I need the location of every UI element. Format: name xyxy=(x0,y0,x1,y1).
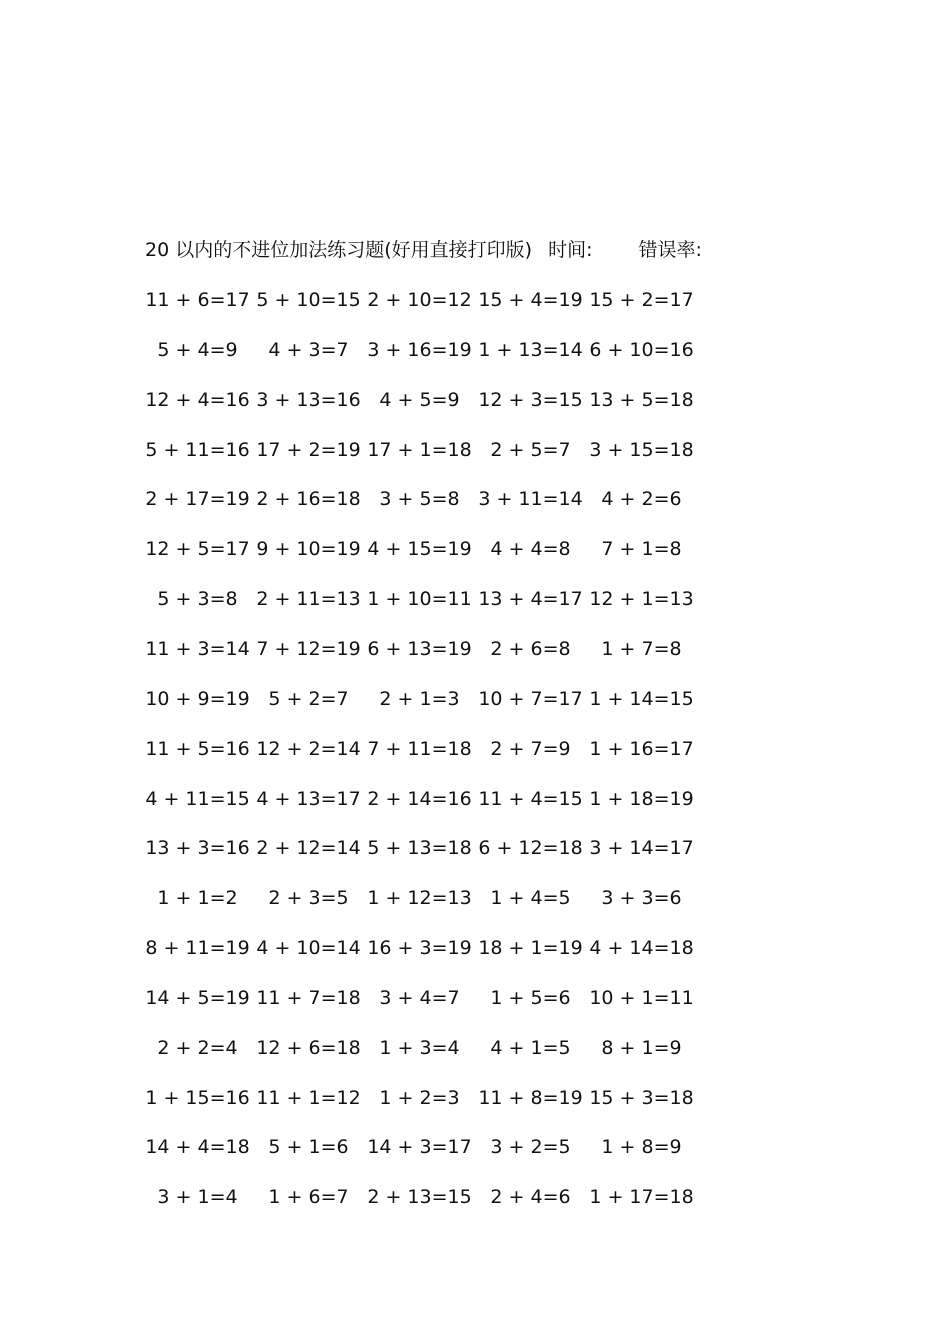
problem-item: 14 + 3=17 xyxy=(367,1136,472,1159)
problem-item: 12 + 3=15 xyxy=(478,388,583,411)
problem-item: 6 + 10=16 xyxy=(589,338,694,361)
problem-row xyxy=(145,485,710,525)
problem-item: 4 + 3=7 xyxy=(268,338,349,361)
problem-item: 4 + 15=19 xyxy=(367,538,472,561)
problem-item: 10 + 7=17 xyxy=(478,687,583,710)
header-row xyxy=(145,236,702,264)
problem-item: 1 + 17=18 xyxy=(589,1186,694,1209)
problem-item: 11 + 6=17 xyxy=(145,289,250,311)
problem-item: 1 + 14=15 xyxy=(589,687,694,710)
problem-item: 12 + 4=16 xyxy=(145,388,250,411)
problem-item: 15 + 2=17 xyxy=(589,289,694,311)
problem-item: 18 + 1=19 xyxy=(478,937,583,960)
problem-item: 12 + 2=14 xyxy=(256,737,361,760)
problem-item: 3 + 16=19 xyxy=(367,338,472,361)
problem-item: 4 + 11=15 xyxy=(145,787,250,810)
problem-item: 17 + 2=19 xyxy=(256,438,361,461)
problem-item: 2 + 12=14 xyxy=(256,837,361,860)
problem-row xyxy=(145,635,710,675)
problem-item: 4 + 1=5 xyxy=(490,1036,571,1059)
problem-item: 15 + 3=18 xyxy=(589,1086,694,1109)
problem-row xyxy=(150,1183,710,1223)
problem-item: 5 + 3=8 xyxy=(157,588,238,611)
problem-item: 3 + 1=4 xyxy=(157,1186,238,1209)
problem-row xyxy=(145,1084,710,1124)
problem-item: 11 + 4=15 xyxy=(478,787,583,810)
problem-item: 1 + 5=6 xyxy=(490,986,571,1009)
problem-row xyxy=(150,585,710,625)
problem-item: 5 + 2=7 xyxy=(268,687,349,710)
problem-item: 3 + 14=17 xyxy=(589,837,694,860)
problem-item: 1 + 3=4 xyxy=(379,1036,460,1059)
problem-item: 11 + 5=16 xyxy=(145,737,250,760)
problem-row xyxy=(145,735,710,775)
problem-item: 4 + 5=9 xyxy=(379,388,460,411)
problem-item: 16 + 3=19 xyxy=(367,937,472,960)
problem-item: 2 + 3=5 xyxy=(268,887,349,910)
problem-item: 3 + 15=18 xyxy=(589,438,694,461)
problem-item: 13 + 3=16 xyxy=(145,837,250,860)
problem-item: 2 + 6=8 xyxy=(490,637,571,660)
problem-item: 2 + 1=3 xyxy=(379,687,460,710)
problem-item: 5 + 13=18 xyxy=(367,837,472,860)
problem-item: 5 + 11=16 xyxy=(145,438,250,461)
problem-row xyxy=(145,785,710,825)
problem-item: 4 + 10=14 xyxy=(256,937,361,960)
problem-item: 2 + 5=7 xyxy=(490,438,571,461)
problem-item: 11 + 1=12 xyxy=(256,1086,361,1109)
problem-row xyxy=(145,685,710,725)
problem-item: 1 + 7=8 xyxy=(601,637,682,660)
problem-item: 1 + 1=2 xyxy=(157,887,238,910)
problem-item: 12 + 5=17 xyxy=(145,538,250,561)
problem-row xyxy=(145,934,710,974)
problem-row xyxy=(145,286,710,326)
problem-item: 2 + 4=6 xyxy=(490,1186,571,1209)
problem-item: 13 + 5=18 xyxy=(589,388,694,411)
problem-item: 1 + 18=19 xyxy=(589,787,694,810)
problem-row xyxy=(150,884,710,924)
problem-item: 5 + 10=15 xyxy=(256,289,361,311)
problem-item: 2 + 16=18 xyxy=(256,488,361,511)
problem-item: 1 + 12=13 xyxy=(367,887,472,910)
problem-item: 1 + 16=17 xyxy=(589,737,694,760)
problem-item: 4 + 13=17 xyxy=(256,787,361,810)
error-rate-label: 错误率: xyxy=(638,239,702,261)
problem-row xyxy=(150,1034,710,1074)
problem-item: 8 + 1=9 xyxy=(601,1036,682,1059)
problem-item: 17 + 1=18 xyxy=(367,438,472,461)
problem-item: 3 + 3=6 xyxy=(601,887,682,910)
problem-row xyxy=(145,386,710,426)
problem-item: 5 + 4=9 xyxy=(157,338,238,361)
problem-item: 3 + 13=16 xyxy=(256,388,361,411)
problem-item: 10 + 9=19 xyxy=(145,687,250,710)
problem-item: 2 + 13=15 xyxy=(367,1186,472,1209)
problem-item: 9 + 10=19 xyxy=(256,538,361,561)
problem-item: 12 + 1=13 xyxy=(589,588,694,611)
problem-item: 2 + 14=16 xyxy=(367,787,472,810)
problem-item: 1 + 15=16 xyxy=(145,1086,250,1109)
problem-row xyxy=(145,535,710,575)
problem-item: 3 + 4=7 xyxy=(379,986,460,1009)
problem-item: 3 + 2=5 xyxy=(490,1136,571,1159)
problem-row xyxy=(150,336,710,376)
problem-item: 1 + 13=14 xyxy=(478,338,583,361)
problem-item: 6 + 12=18 xyxy=(478,837,583,860)
problem-item: 11 + 3=14 xyxy=(145,637,250,660)
problem-item: 4 + 2=6 xyxy=(601,488,682,511)
problem-row xyxy=(145,1133,710,1173)
problem-item: 7 + 11=18 xyxy=(367,737,472,760)
problem-item: 14 + 5=19 xyxy=(145,986,250,1009)
problem-item: 11 + 7=18 xyxy=(256,986,361,1009)
problem-row xyxy=(145,834,710,874)
problem-item: 4 + 4=8 xyxy=(490,538,571,561)
problem-item: 5 + 1=6 xyxy=(268,1136,349,1159)
problem-item: 2 + 10=12 xyxy=(367,289,472,311)
problem-item: 7 + 12=19 xyxy=(256,637,361,660)
problem-item: 2 + 2=4 xyxy=(157,1036,238,1059)
time-label: 时间: xyxy=(548,239,593,261)
problem-item: 3 + 11=14 xyxy=(478,488,583,511)
problem-item: 2 + 17=19 xyxy=(145,488,250,511)
worksheet-title: 20 以内的不进位加法练习题(好用直接打印版) xyxy=(145,239,533,261)
problem-row xyxy=(145,436,710,476)
problem-item: 1 + 2=3 xyxy=(379,1086,460,1109)
problem-item: 12 + 6=18 xyxy=(256,1036,361,1059)
problem-item: 6 + 13=19 xyxy=(367,637,472,660)
problem-item: 8 + 11=19 xyxy=(145,937,250,960)
problem-item: 2 + 7=9 xyxy=(490,737,571,760)
problem-item: 14 + 4=18 xyxy=(145,1136,250,1159)
problem-item: 1 + 4=5 xyxy=(490,887,571,910)
problem-item: 10 + 1=11 xyxy=(589,986,694,1009)
problem-item: 2 + 11=13 xyxy=(256,588,361,611)
problem-item: 13 + 4=17 xyxy=(478,588,583,611)
problem-item: 1 + 10=11 xyxy=(367,588,472,611)
problem-item: 1 + 6=7 xyxy=(268,1186,349,1209)
problem-row xyxy=(145,984,710,1024)
problem-item: 3 + 5=8 xyxy=(379,488,460,511)
problem-item: 7 + 1=8 xyxy=(601,538,682,561)
problem-item: 1 + 8=9 xyxy=(601,1136,682,1159)
problem-item: 15 + 4=19 xyxy=(478,289,583,311)
problem-item: 11 + 8=19 xyxy=(478,1086,583,1109)
problem-item: 4 + 14=18 xyxy=(589,937,694,960)
